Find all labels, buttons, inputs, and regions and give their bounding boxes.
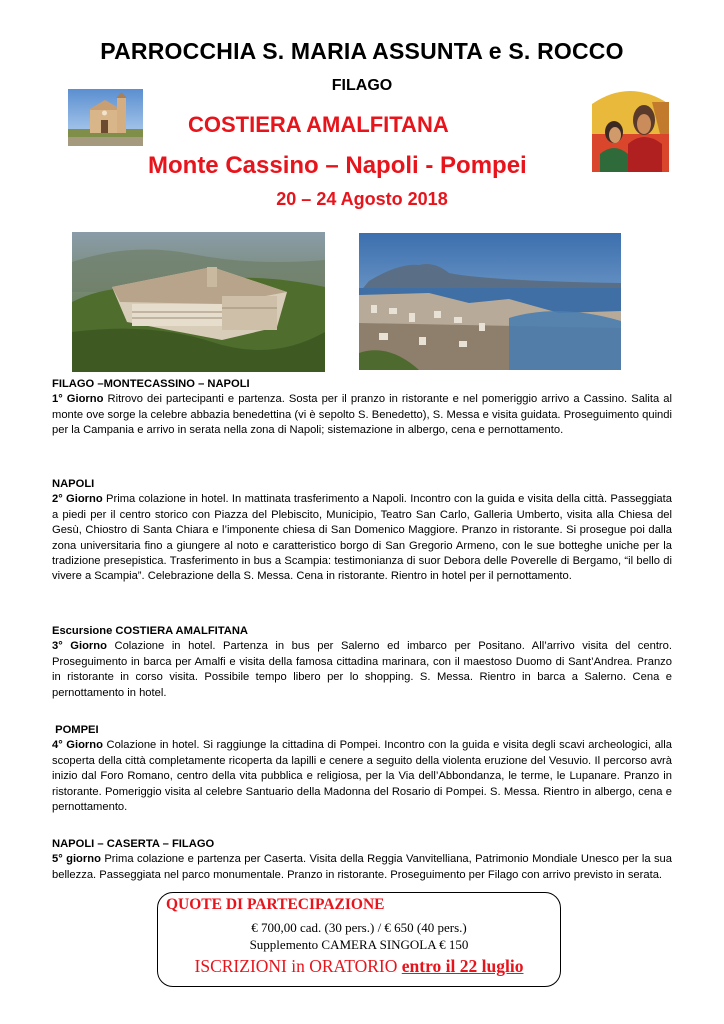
day-4-description: Colazione in hotel. Si raggiunge la cittadina di Pompei. Incontro con la guida e visita degli scavi archeologici, alla scoperta della città completamente ricoperta da lapilli e cenere a seguito della violenta eruzione del Vesuvio. Il percorso avrà inizio dal Foro Romano, centro della vita pubblica e religiosa, per la Via dell’Abbondanza, le terme, le Lupanare. Pranzo in ristorante. Pomeriggio visita al celebre Santuario della Madonna del Rosario di Pompei. S. Messa. Rientro in albergo, cena e pernottamento. <box>52 739 672 814</box>
day-4-text <box>52 738 672 815</box>
day-2-label: 2° Giorno <box>52 493 103 506</box>
parish-title: PARROCCHIA S. MARIA ASSUNTA e S. ROCCO <box>100 38 624 64</box>
trip-title: COSTIERA AMALFITANA <box>188 112 449 137</box>
day-2-description: Prima colazione in hotel. In mattinata trasferimento a Napoli. Incontro con la guida e visita della città. Passeggiata a piedi per il centro storico con Piazza del Plebiscito, Municipio, Teatro San Carlo, Galleria Umberto, visita alla Chiesa del Gesù, Chiostro di Santa Chiara e l’imponente chiesa di San Domenico Maggiore. Pranzo in ristorante. Si prosegue poi dalla zona universitaria fino a giungere al noto e caratteristico borgo di San Gregorio Armeno, con le sue botteghe uniche per la tradizione presepistica. Trasferimento in bus a Scampia: testimonianza di suor Debora delle Poverelle di Bergamo, “il bello di vivere a Scampia”. Celebrazione della S. Messa. Cena in ristorante. Rientro in hotel per il pernottamento. <box>52 493 672 583</box>
trip-route: Monte Cassino – Napoli - Pompei <box>148 152 527 179</box>
quote-box <box>157 892 561 987</box>
day-5-label: 5° giorno <box>52 853 101 866</box>
day-2-text <box>52 492 672 584</box>
day-1-description: Ritrovo dei partecipanti e partenza. Sosta per il pranzo in ristorante e nel pomeriggio arrivo a Cassino. Salita al monte ove sorge la celebre abbazia benedettina (vi è sepolto S. Benedetto), S. Messa e visita guidata. Proseguimento quindi per la Campania e arrivo in serata nella zona di Napoli; sistemazione in albergo, cena e pernottamento. <box>52 393 672 437</box>
montecassino-abbey-photo <box>72 232 325 372</box>
day-4-label: 4° Giorno <box>52 739 103 752</box>
day-3-heading: Escursione COSTIERA AMALFITANA <box>52 625 248 637</box>
day-1-label: 1° Giorno <box>52 393 104 406</box>
enrollment-line <box>158 956 560 977</box>
day-5-section <box>52 837 672 883</box>
day-2-section <box>52 477 672 585</box>
day-3-section <box>52 624 672 701</box>
quote-title: QUOTE DI PARTECIPAZIONE <box>166 896 385 913</box>
quote-prices: € 700,00 cad. (30 pers.) / € 650 (40 pers.) <box>251 920 467 935</box>
day-1-section <box>52 377 672 439</box>
church-photo <box>68 89 143 146</box>
day-1-text <box>52 392 672 438</box>
day-5-text <box>52 852 672 883</box>
day-5-description: Prima colazione e partenza per Caserta. Visita della Reggia Vanvitelliana, Patrimonio Mondiale Unesco per la sua bellezza. Passeggiata nel parco monumentale. Pranzo in ristorante. Proseguimento per Filago con arrivo previsto in serata. <box>52 853 672 881</box>
day-3-text <box>52 639 672 701</box>
day-1-heading: FILAGO –MONTECASSINO – NAPOLI <box>52 378 250 390</box>
trip-dates: 20 – 24 Agosto 2018 <box>276 189 448 209</box>
day-3-label: 3° Giorno <box>52 640 107 653</box>
enrollment-text: ISCRIZIONI in ORATORIO <box>194 956 402 976</box>
day-4-heading: POMPEI <box>52 724 99 736</box>
religious-painting <box>592 84 669 172</box>
day-4-section <box>52 723 672 815</box>
quote-single-supplement: Supplemento CAMERA SINGOLA € 150 <box>249 937 469 952</box>
naples-bay-photo <box>359 233 621 370</box>
enrollment-deadline: entro il 22 luglio <box>401 956 524 976</box>
day-3-description: Colazione in hotel. Partenza in bus per Salerno ed imbarco per Positano. All’arrivo visita del centro. Proseguimento in barca per Amalfi e visita della famosa cittadina marinara, con il maestoso Duomo di Sant’Andrea. Pranzo in ristorante in corso visita. Possibile tempo libero per lo shopping. S. Messa. Rientro in barca a Salerno. Cena e pernottamento in hotel. <box>52 640 672 699</box>
town-name: FILAGO <box>331 77 393 94</box>
day-2-heading: NAPOLI <box>52 478 95 490</box>
day-5-heading: NAPOLI – CASERTA – FILAGO <box>52 838 215 850</box>
